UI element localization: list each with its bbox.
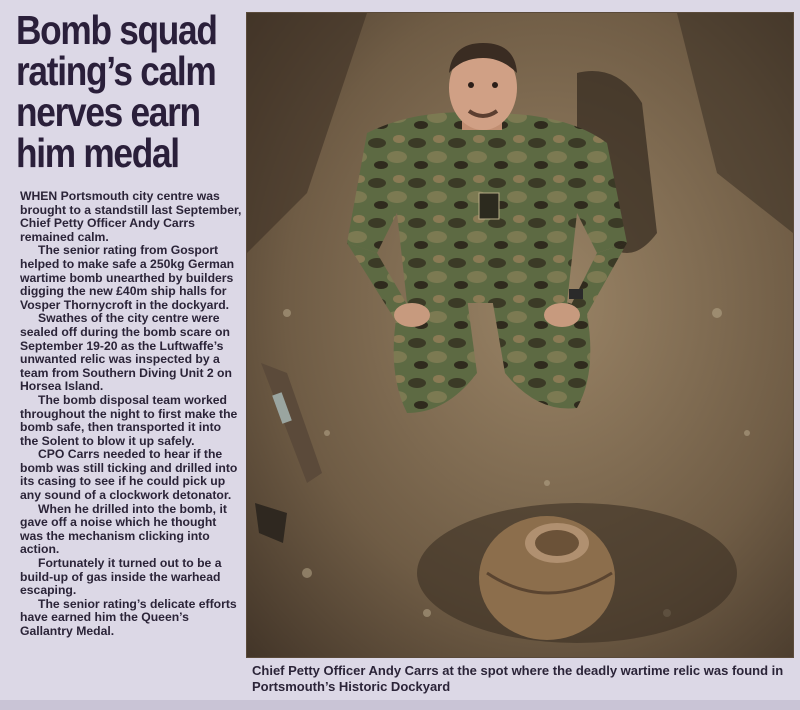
- page-edge: [0, 700, 800, 710]
- paragraph: The bomb disposal team worked throughout the night to first make the bomb safe, then transported it into the Solent to blow it up safely.: [20, 392, 238, 448]
- paragraph: When he drilled into the bomb, it gave off a noise which he thought was the mechanism clicking into action.: [20, 501, 227, 557]
- headline-line: him medal: [16, 130, 179, 176]
- paragraph: WHEN Portsmouth city centre was brought to a standstill last September, Chief Petty Officer Andy Carrs remained calm.: [20, 189, 242, 244]
- article-body: [20, 190, 242, 639]
- photo-caption: Chief Petty Officer Andy Carrs at the spot where the deadly wartime relic was found in Portsmouth’s Historic Dockyard: [252, 663, 784, 694]
- paragraph: Swathes of the city centre were sealed off during the bomb scare on September 19-20 as the Luftwaffe’s unwanted relic was inspected by a team from Southern Diving Unit 2 on Horsea Island.: [20, 311, 232, 394]
- headline-line: rating’s calm: [16, 48, 216, 94]
- bomb: [479, 516, 615, 640]
- headline: [16, 7, 241, 176]
- news-photo: [246, 12, 794, 658]
- paragraph: The senior rating from Gosport helped to make safe a 250kg German wartime bomb unearthed by builders digging the new £40m ship halls for Vosper Thornycroft in the dockyard.: [20, 243, 235, 312]
- headline-line: Bomb squad: [16, 7, 217, 53]
- paragraph: CPO Carrs needed to hear if the bomb was still ticking and drilled into its casing to see if he could pick up any sound of a clockwork detonator.: [20, 447, 238, 503]
- paragraph: The senior rating’s delicate efforts have earned him the Queen’s Gallantry Medal.: [20, 596, 237, 638]
- paragraph: Fortunately it turned out to be a build-up of gas inside the warhead escaping.: [20, 556, 222, 598]
- headline-line: nerves earn: [16, 89, 200, 135]
- photo-illustration: [247, 13, 793, 657]
